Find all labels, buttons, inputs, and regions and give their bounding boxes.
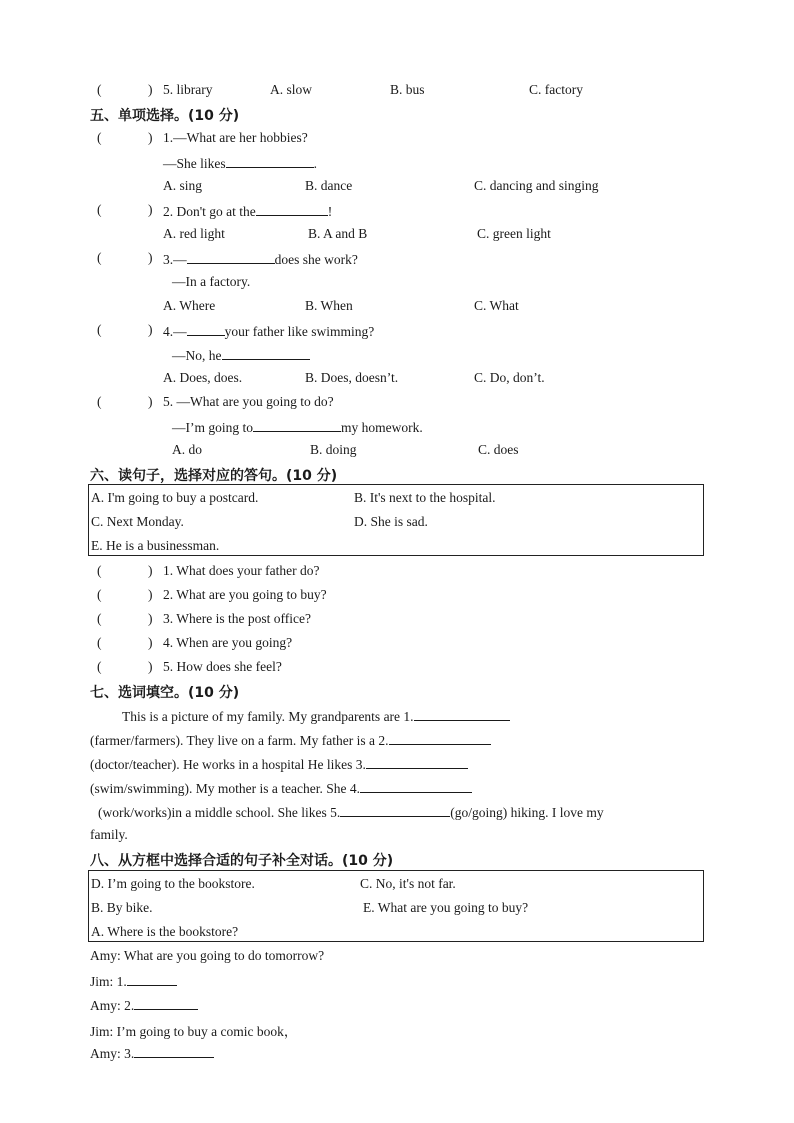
question-prefix: 4.— xyxy=(163,324,187,339)
answer-prefix: —No, he xyxy=(172,348,222,363)
answer-paren-close: ) xyxy=(148,82,153,97)
passage-text: (go/going) hiking. I love my xyxy=(450,805,604,820)
dialog-text: Amy: 3. xyxy=(90,1046,135,1061)
list-item: 2. What are you going to buy? xyxy=(163,587,327,602)
answer-prefix: —She likes xyxy=(163,156,226,171)
answer-blank-3[interactable] xyxy=(366,755,468,769)
dialog-line: Amy: What are you going to do tomorrow? xyxy=(90,948,325,963)
passage-text: (work/works)in a middle school. She likes 5. xyxy=(98,805,341,820)
answer-paren-open: ( xyxy=(97,611,102,626)
option-c: C. does xyxy=(478,442,519,457)
option-a: A. sing xyxy=(163,178,203,193)
question-prefix: 2. Don't go at the xyxy=(163,204,256,219)
option-a: A. red light xyxy=(163,226,225,241)
box-option-a: A. I'm going to buy a postcard. xyxy=(91,490,259,505)
answer-line xyxy=(163,154,317,172)
list-item: 4. When are you going? xyxy=(163,635,293,650)
dialog-line xyxy=(90,996,198,1014)
question-suffix: does she work? xyxy=(274,252,358,267)
option-a: A. do xyxy=(172,442,202,457)
answer-paren-close: ) xyxy=(148,563,153,578)
answer-paren-close: ) xyxy=(148,322,153,337)
dialog-text: Jim: 1. xyxy=(90,974,127,989)
answer-blank-1[interactable] xyxy=(127,972,177,986)
box-option-a: A. Where is the bookstore? xyxy=(91,924,239,939)
answer-paren-open: ( xyxy=(97,563,102,578)
option-b: B. bus xyxy=(390,82,425,97)
section-8-title: 八、从方框中选择合适的句子补全对话。(10 分) xyxy=(90,853,394,869)
answer-blank-4[interactable] xyxy=(360,779,472,793)
passage-line-2 xyxy=(90,731,491,749)
option-c: C. dancing and singing xyxy=(474,178,599,193)
list-item: 3. Where is the post office? xyxy=(163,611,311,626)
passage-text: (doctor/teacher). He works in a hospital He likes 3. xyxy=(90,757,366,772)
section-7-title: 七、选词填空。(10 分) xyxy=(90,685,240,701)
box-option-e: E. He is a businessman. xyxy=(91,538,220,553)
question-prefix: 3.— xyxy=(163,252,187,267)
box-option-b: B. By bike. xyxy=(91,900,153,915)
answer-line xyxy=(172,346,310,364)
answer-blank[interactable] xyxy=(187,250,275,264)
option-c: C. factory xyxy=(529,82,583,97)
box-option-d: D. I’m going to the bookstore. xyxy=(91,876,255,891)
answer-paren-open: ( xyxy=(97,250,102,265)
option-c: C. What xyxy=(474,298,519,313)
answer-paren-open: ( xyxy=(97,587,102,602)
answer-suffix: . xyxy=(313,156,317,171)
answer-paren-close: ) xyxy=(148,202,153,217)
answer-blank[interactable] xyxy=(222,346,310,360)
list-item: 1. What does your father do? xyxy=(163,563,320,578)
dialog-options-box xyxy=(88,870,704,942)
section-6-title: 六、读句子，选择对应的答句。(10 分) xyxy=(90,468,338,484)
question-text xyxy=(163,322,374,340)
answer-line xyxy=(172,418,423,436)
option-a: A. slow xyxy=(270,82,313,97)
answer-paren-close: ) xyxy=(148,659,153,674)
answer-blank[interactable] xyxy=(187,322,225,336)
list-item: 5. How does she feel? xyxy=(163,659,282,674)
option-b: B. dance xyxy=(305,178,353,193)
answer-paren-close: ) xyxy=(148,250,153,265)
answer-paren-close: ) xyxy=(148,635,153,650)
question-suffix: your father like swimming? xyxy=(224,324,375,339)
dialog-line: Jim: I’m going to buy a comic book， xyxy=(90,1024,298,1039)
passage-line-6: family. xyxy=(90,827,128,842)
answer-blank-3[interactable] xyxy=(134,1044,214,1058)
dialog-text: Amy: 2. xyxy=(90,998,135,1013)
passage-text: This is a picture of my family. My grandparents are 1. xyxy=(122,709,414,724)
answer-paren-open: ( xyxy=(97,82,102,97)
answer-paren-close: ) xyxy=(148,130,153,145)
question-text: 1.—What are her hobbies? xyxy=(163,130,308,145)
answer-paren-close: ) xyxy=(148,394,153,409)
answer-line: —In a factory. xyxy=(172,274,251,289)
question-text xyxy=(163,250,358,268)
box-option-c: C. No, it's not far. xyxy=(360,876,456,891)
box-option-b: B. It's next to the hospital. xyxy=(354,490,496,505)
answer-paren-open: ( xyxy=(97,659,102,674)
option-b: B. Does, doesn’t. xyxy=(305,370,399,385)
passage-text: (swim/swimming). My mother is a teacher. She 4. xyxy=(90,781,360,796)
question-text: 5. —What are you going to do? xyxy=(163,394,334,409)
question-text xyxy=(163,202,332,220)
answer-blank[interactable] xyxy=(226,154,314,168)
answer-blank-2[interactable] xyxy=(134,996,198,1010)
option-b: B. When xyxy=(305,298,353,313)
option-a: A. Where xyxy=(163,298,216,313)
answer-paren-open: ( xyxy=(97,322,102,337)
option-c: C. green light xyxy=(477,226,551,241)
passage-line-3 xyxy=(90,755,468,773)
option-b: B. doing xyxy=(310,442,357,457)
question-text: 5. library xyxy=(163,82,213,97)
answer-blank-5[interactable] xyxy=(340,803,450,817)
section-5-title: 五、单项选择。(10 分) xyxy=(90,108,240,124)
passage-line-1 xyxy=(122,707,510,725)
option-b: B. A and B xyxy=(308,226,368,241)
answer-blank[interactable] xyxy=(256,202,328,216)
dialog-line xyxy=(90,1044,214,1062)
answer-paren-open: ( xyxy=(97,394,102,409)
passage-text: (farmer/farmers). They live on a farm. My father is a 2. xyxy=(90,733,389,748)
question-suffix: ! xyxy=(327,204,333,219)
answer-prefix: —I’m going to xyxy=(172,420,253,435)
option-a: A. Does, does. xyxy=(163,370,243,385)
answer-paren-close: ) xyxy=(148,587,153,602)
answer-blank-2[interactable] xyxy=(389,731,491,745)
answer-options-box xyxy=(88,484,704,556)
box-option-e: E. What are you going to buy? xyxy=(363,900,529,915)
answer-paren-open: ( xyxy=(97,130,102,145)
dialog-line xyxy=(90,972,177,990)
passage-line-4 xyxy=(90,779,472,797)
passage-line-5 xyxy=(98,803,604,821)
answer-blank[interactable] xyxy=(253,418,341,432)
answer-suffix: my homework. xyxy=(341,420,423,435)
option-c: C. Do, don’t. xyxy=(474,370,545,385)
answer-paren-open: ( xyxy=(97,202,102,217)
answer-paren-open: ( xyxy=(97,635,102,650)
answer-paren-close: ) xyxy=(148,611,153,626)
box-option-c: C. Next Monday. xyxy=(91,514,184,529)
box-option-d: D. She is sad. xyxy=(354,514,428,529)
answer-blank-1[interactable] xyxy=(414,707,510,721)
